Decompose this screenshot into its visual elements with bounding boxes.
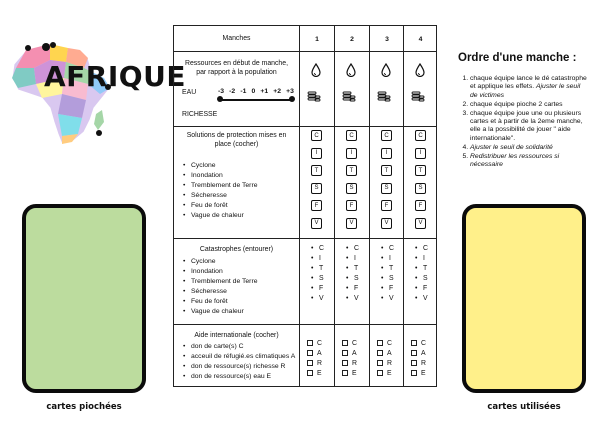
- catastrophe-option[interactable]: • T: [311, 264, 324, 274]
- richesse-label: RICHESSE: [182, 111, 218, 118]
- scale-tick: 0: [251, 88, 256, 95]
- rounds-header: Manches: [222, 35, 251, 42]
- catastrophe-option[interactable]: • C: [381, 244, 394, 254]
- aid-letter: R: [317, 359, 322, 367]
- scale-tick: -1: [240, 88, 247, 95]
- water-drop-icon: [381, 63, 391, 77]
- aid-letter: R: [421, 359, 426, 367]
- protection-checkbox[interactable]: F: [381, 200, 392, 211]
- catastrophes-list: [182, 257, 258, 317]
- protection-checkbox[interactable]: S: [311, 183, 322, 194]
- resource-scale: [218, 88, 294, 95]
- protection-checkbox[interactable]: I: [311, 148, 322, 159]
- rule-text: chaque équipe pioche 2 cartes: [470, 100, 563, 108]
- rules-list: [458, 75, 588, 169]
- catastrophe-option[interactable]: • S: [381, 274, 394, 284]
- list-item: • Feu de forêt: [182, 201, 258, 211]
- aid-checkbox[interactable]: [411, 340, 417, 346]
- catastrophe-option[interactable]: • F: [381, 284, 394, 294]
- scale-bar: [220, 99, 292, 101]
- list-item: • don de carte(s) C: [182, 342, 295, 352]
- round-2-header: 2: [350, 36, 354, 43]
- page-title: AFRIQUE: [44, 60, 186, 93]
- aid-checkbox[interactable]: [377, 370, 383, 376]
- protection-checkbox[interactable]: I: [415, 148, 426, 159]
- aid-letter: R: [352, 359, 357, 367]
- aid-checkbox[interactable]: [307, 350, 313, 356]
- catastrophe-option[interactable]: • F: [346, 284, 359, 294]
- rule-step: [470, 144, 588, 152]
- drawn-cards-slot[interactable]: [22, 204, 146, 393]
- catastrophe-option[interactable]: • I: [381, 254, 394, 264]
- aid-checkbox[interactable]: [411, 370, 417, 376]
- round-sheet: [173, 25, 437, 387]
- catastrophe-option[interactable]: • I: [311, 254, 324, 264]
- coins-icon: [307, 90, 321, 102]
- resources-label-line1: Ressources en début de manche,: [184, 60, 289, 67]
- list-item: • don de ressource(s) eau E: [182, 372, 295, 382]
- eau-label: EAU: [182, 89, 197, 96]
- catastrophe-option[interactable]: • C: [311, 244, 324, 254]
- protection-boxes-round-4: [415, 130, 426, 235]
- protection-label: [174, 132, 299, 149]
- catastrophe-option[interactable]: • S: [311, 274, 324, 284]
- aid-letter: A: [352, 349, 357, 357]
- protection-checkbox[interactable]: I: [346, 148, 357, 159]
- catastrophe-letters-round-2: [346, 244, 359, 304]
- aid-checks-round-4: [411, 338, 426, 378]
- catastrophe-option[interactable]: • C: [415, 244, 428, 254]
- catastrophe-option[interactable]: • T: [381, 264, 394, 274]
- catastrophes-label: Catastrophes (entourer): [199, 246, 274, 253]
- rule-step: [470, 110, 588, 144]
- protection-checkbox[interactable]: C: [311, 130, 322, 141]
- drawn-cards-label: cartes piochées: [46, 402, 122, 412]
- list-item: • Vague de chaleur: [182, 211, 258, 221]
- catastrophe-option[interactable]: • V: [381, 294, 394, 304]
- rules-panel: [458, 52, 588, 170]
- protection-checkbox[interactable]: F: [346, 200, 357, 211]
- protection-boxes-round-1: [311, 130, 322, 235]
- catastrophe-option[interactable]: • V: [415, 294, 428, 304]
- protection-checkbox[interactable]: S: [415, 183, 426, 194]
- aid-letter: C: [387, 339, 392, 347]
- water-drop-icon: [346, 63, 356, 77]
- coins-icon: [411, 90, 425, 102]
- used-cards-slot[interactable]: [462, 204, 586, 393]
- list-item: • Cyclone: [182, 257, 258, 267]
- protection-boxes-round-2: [346, 130, 357, 235]
- round-3-header: 3: [385, 36, 389, 43]
- scale-tick: -2: [229, 88, 236, 95]
- rule-step: [470, 75, 588, 100]
- coins-icon: [377, 90, 391, 102]
- protection-checkbox[interactable]: T: [346, 165, 357, 176]
- aid-letter: E: [352, 369, 357, 377]
- aid-label: Aide internationale (cocher): [194, 332, 279, 339]
- list-item: • Tremblement de Terre: [182, 277, 258, 287]
- round-4-header: 4: [418, 36, 423, 43]
- aid-letter: C: [421, 339, 426, 347]
- list-item: • Sécheresse: [182, 191, 258, 201]
- rule-italic: Redistribuer les ressources si nécessaire: [470, 152, 560, 169]
- resources-label-line2: par rapport à la population: [196, 68, 277, 76]
- list-item: • Inondation: [182, 267, 258, 277]
- catastrophe-option[interactable]: • V: [346, 294, 359, 304]
- aid-checks-round-2: [342, 338, 357, 378]
- list-item: • Vague de chaleur: [182, 307, 258, 317]
- catastrophe-letters-round-3: [381, 244, 394, 304]
- protection-label-line2: place (cocher): [214, 140, 259, 148]
- protection-boxes-round-3: [381, 130, 392, 235]
- aid-checkbox[interactable]: [307, 370, 313, 376]
- water-drop-icon: [415, 63, 425, 77]
- aid-checkbox[interactable]: [342, 350, 348, 356]
- list-item: • Sécheresse: [182, 287, 258, 297]
- aid-checkbox[interactable]: [307, 360, 313, 366]
- aid-letter: R: [387, 359, 392, 367]
- protection-checkbox[interactable]: F: [415, 200, 426, 211]
- catastrophe-option[interactable]: • F: [311, 284, 324, 294]
- protection-list: [182, 161, 258, 221]
- rule-italic: Ajuster le seuil de solidarité: [470, 143, 553, 151]
- catastrophe-option[interactable]: • C: [346, 244, 359, 254]
- aid-checkbox[interactable]: [377, 350, 383, 356]
- aid-checks-round-1: [307, 338, 322, 378]
- aid-checkbox[interactable]: [342, 360, 348, 366]
- catastrophe-option[interactable]: • T: [346, 264, 359, 274]
- aid-letter: A: [387, 349, 392, 357]
- list-item: • Cyclone: [182, 161, 258, 171]
- protection-checkbox[interactable]: T: [381, 165, 392, 176]
- catastrophe-option[interactable]: • I: [346, 254, 359, 264]
- coins-icon: [342, 90, 356, 102]
- list-item: • Feu de forêt: [182, 297, 258, 307]
- aid-letter: E: [387, 369, 392, 377]
- aid-checkbox[interactable]: [307, 340, 313, 346]
- aid-checkbox[interactable]: [377, 340, 383, 346]
- aid-letter: A: [317, 349, 322, 357]
- catastrophe-option[interactable]: • S: [346, 274, 359, 284]
- aid-list: [182, 342, 295, 382]
- scale-tick: +1: [260, 88, 269, 95]
- aid-letter: C: [317, 339, 322, 347]
- scale-end-dot: [289, 96, 295, 102]
- resources-label: [174, 60, 299, 77]
- round-1-header: 1: [315, 36, 319, 43]
- scale-tick: +3: [286, 88, 294, 95]
- protection-checkbox[interactable]: S: [346, 183, 357, 194]
- rules-title: Ordre d'une manche :: [458, 52, 577, 64]
- protection-label-line1: Solutions de protection mises en: [186, 132, 287, 139]
- used-cards-label: cartes utilisées: [487, 402, 561, 412]
- scale-tick: -3: [218, 88, 225, 95]
- aid-checks-round-3: [377, 338, 392, 378]
- catastrophe-letters-round-4: [415, 244, 428, 304]
- list-item: • acceuil de réfugié.es climatiques A: [182, 352, 295, 362]
- protection-checkbox[interactable]: T: [415, 165, 426, 176]
- protection-checkbox[interactable]: C: [415, 130, 426, 141]
- protection-checkbox[interactable]: V: [311, 218, 322, 229]
- rule-italic: Ajuster le seuil de victimes: [470, 83, 581, 99]
- catastrophe-option[interactable]: • I: [415, 254, 428, 264]
- protection-checkbox[interactable]: V: [381, 218, 392, 229]
- protection-checkbox[interactable]: C: [381, 130, 392, 141]
- water-drop-icon: [311, 63, 321, 77]
- catastrophe-option[interactable]: • V: [311, 294, 324, 304]
- rule-step: [470, 101, 588, 109]
- aid-letter: C: [352, 339, 357, 347]
- aid-letter: E: [317, 369, 322, 377]
- aid-checkbox[interactable]: [377, 360, 383, 366]
- aid-checkbox[interactable]: [342, 340, 348, 346]
- protection-checkbox[interactable]: C: [346, 130, 357, 141]
- catastrophe-option[interactable]: • T: [415, 264, 428, 274]
- protection-checkbox[interactable]: V: [346, 218, 357, 229]
- list-item: • Inondation: [182, 171, 258, 181]
- protection-checkbox[interactable]: I: [381, 148, 392, 159]
- list-item: • Tremblement de Terre: [182, 181, 258, 191]
- catastrophe-option[interactable]: • F: [415, 284, 428, 294]
- rule-text: chaque équipe lance le dé catastrophe et applique les effets.: [470, 75, 587, 91]
- aid-letter: A: [421, 349, 426, 357]
- protection-checkbox[interactable]: F: [311, 200, 322, 211]
- protection-checkbox[interactable]: T: [311, 165, 322, 176]
- catastrophe-letters-round-1: [311, 244, 324, 304]
- rule-step: [470, 153, 588, 170]
- aid-checkbox[interactable]: [411, 350, 417, 356]
- aid-letter: E: [421, 369, 426, 377]
- rule-text: chaque équipe joue une ou plusieurs cartes et à partir de la 2eme manche, elle a la possibilité de jouer " aide internationale".: [470, 109, 583, 142]
- scale-end-dot: [217, 96, 223, 102]
- aid-checkbox[interactable]: [411, 360, 417, 366]
- scale-tick: +2: [273, 88, 282, 95]
- catastrophe-option[interactable]: • S: [415, 274, 428, 284]
- aid-checkbox[interactable]: [342, 370, 348, 376]
- africa-map-icon: [6, 38, 114, 148]
- list-item: • don de ressource(s) richesse R: [182, 362, 295, 372]
- protection-checkbox[interactable]: S: [381, 183, 392, 194]
- protection-checkbox[interactable]: V: [415, 218, 426, 229]
